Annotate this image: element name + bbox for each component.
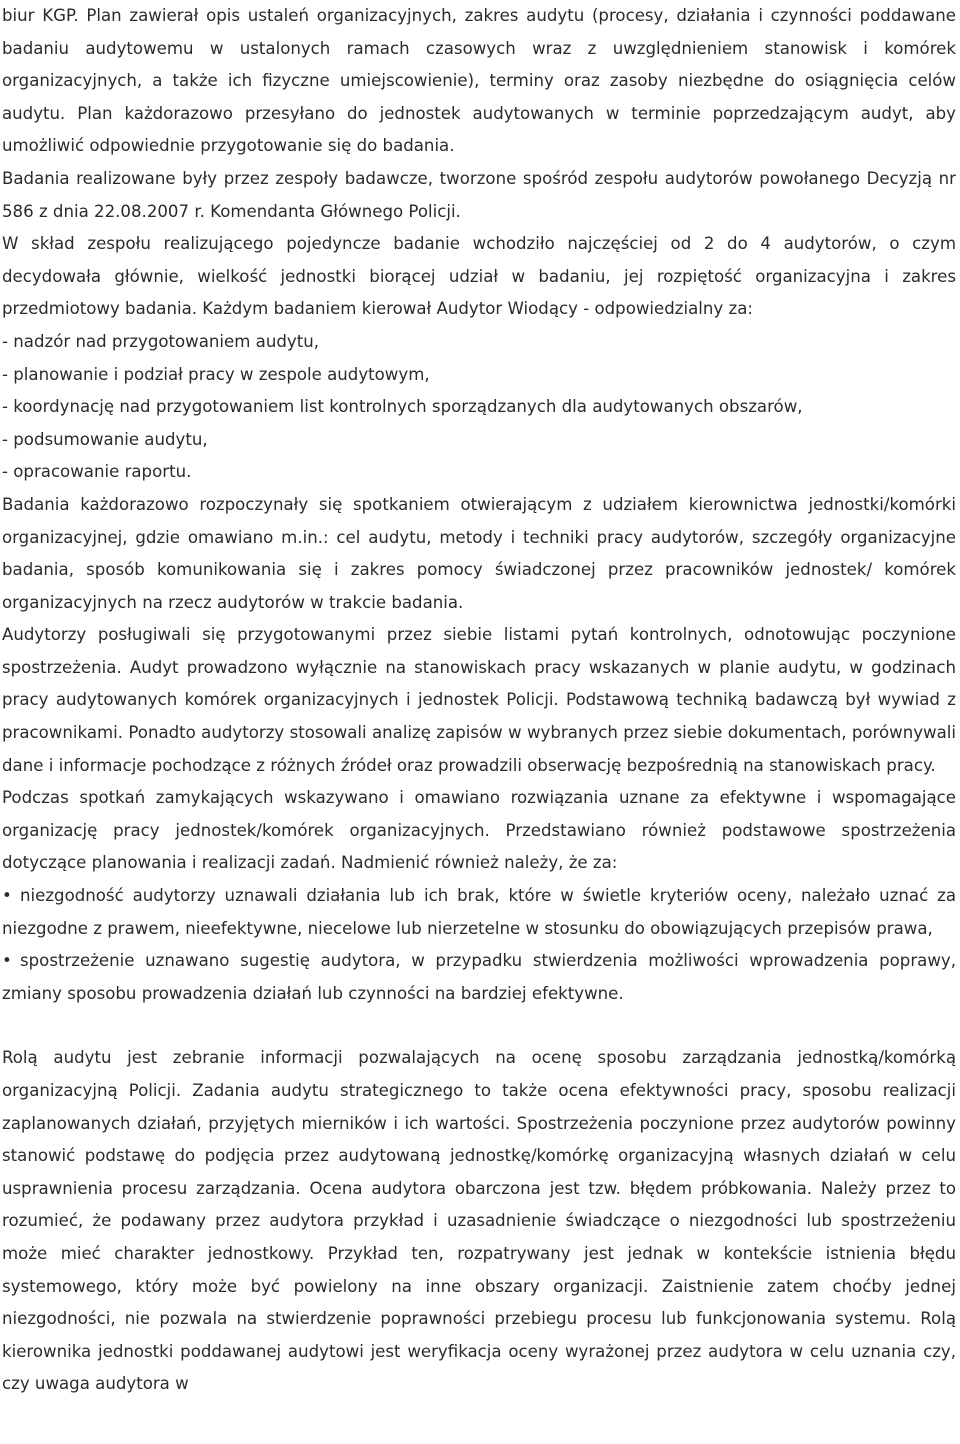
- bullet-icon: •: [2, 886, 12, 906]
- bullet-icon: •: [2, 951, 12, 971]
- paragraph-spacer: [2, 1010, 956, 1042]
- paragraph-opening-meetings: Badania każdorazowo rozpoczynały się spotkaniem otwierającym z udziałem kierownictwa jednostki/komórki organizacyjnej, gdzie omawiano m.in.: cel audytu, metody i techniki pracy audytorów, szczegóły organizacyjne badania, sposób komunikowania się i zakres pomocy świadczonej przez pracowników jednostek/ komórek organizacyjnych na rzecz audytorów w trakcie badania.: [2, 494, 956, 612]
- bullet-text: spostrzeżenie uznawano sugestię audytora, w przypadku stwierdzenia możliwości wprowadzenia poprawy, zmiany sposobu prowadzenia działań lub czynności na bardziej efektywne.: [2, 951, 956, 1003]
- paragraph-team-composition: W skład zespołu realizującego pojedyncze badanie wchodziło najczęściej od 2 do 4 audytorów, o czym decydowała głównie, wielkość jednostki biorącej udział w badaniu, jej rozpiętość organizacyjna i zakres przedmiotowy badania. Każdym badaniem kierował Audytor Wiodący - odpowiedzialny za:: [2, 234, 956, 319]
- list-item: - opracowanie raportu.: [2, 462, 192, 482]
- bullet-text: niezgodność audytorzy uznawali działania lub ich brak, które w świetle kryteriów oceny, należało uznać za niezgodne z prawem, nieefektywne, niecelowe lub nierzetelne w stosunku do obowiązujących przepisów prawa,: [2, 886, 956, 938]
- list-item: - koordynację nad przygotowaniem list kontrolnych sporządzanych dla audytowanych obszarów,: [2, 397, 803, 417]
- paragraph-teams: Badania realizowane były przez zespoły badawcze, tworzone spośród zespołu audytorów powołanego Decyzją nr 586 z dnia 22.08.2007 r. Komendanta Głównego Policji.: [2, 168, 956, 221]
- bullet-item-observation: [2, 945, 956, 1010]
- definitions-bullet-list: [2, 880, 956, 1010]
- list-item: - podsumowanie audytu,: [2, 429, 208, 449]
- paragraph-audit-role: Rolą audytu jest zebranie informacji pozwalających na ocenę sposobu zarządzania jednostką/komórką organizacyjną Policji. Zadania audytu strategicznego to także ocena efektywności pracy, sposobu realizacji zaplanowanych działań, przyjętych mierników i ich wartości. Spostrzeżenia poczynione przez audytorów powinny stanowić podstawę do podjęcia przez audytowaną jednostkę/komórkę organizacyjną własnych działań w celu usprawnienia procesu zarządzania. Ocena audytora obarczona jest tzw. błędem próbkowania. Należy przez to rozumieć, że podawany przez audytora przykład i uzasadnienie świadczące o niezgodności lub spostrzeżeniu może mieć charakter jednostkowy. Przykład ten, rozpatrywany jest jednak w kontekście istnienia błędu systemowego, który może być powielony na inne obszary organizacji. Zaistnienie zatem choćby jednej niezgodności, nie pozwala na stwierdzenie poprawności przebiegu procesu lub funkcjonowania systemu. Rolą kierownika jednostki poddawanej audytowi jest weryfikacja oceny wyrażonej przez audytora w celu uznania czy, czy uwaga audytora w: [2, 1048, 956, 1394]
- paragraph-plan: biur KGP. Plan zawierał opis ustaleń organizacyjnych, zakres audytu (procesy, działania i czynności poddawane badaniu audytowemu w ustalonych ramach czasowych wraz z uwzględnieniem stanowisk i komórek organizacyjnych, a także ich fizyczne umiejscowienie), terminy oraz zasoby niezbędne do osiągnięcia celów audytu. Plan każdorazowo przesyłano do jednostek audytowanych w terminie poprzedzającym audyt, aby umożliwić odpowiednie przygotowanie się do badania.: [2, 6, 956, 156]
- lead-auditor-duties-list: [2, 326, 956, 489]
- paragraph-audit-techniques: Audytorzy posługiwali się przygotowanymi przez siebie listami pytań kontrolnych, odnotowując poczynione spostrzeżenia. Audyt prowadzono wyłącznie na stanowiskach pracy wskazanych w planie audytu, w godzinach pracy audytowanych komórek organizacyjnych i jednostek Policji. Podstawową techniką badawczą był wywiad z pracownikami. Ponadto audytorzy stosowali analizę zapisów w wybranych przez siebie dokumentach, porównywali dane i informacje pochodzące z różnych źródeł oraz prowadzili obserwację bezpośrednią na stanowiskach pracy.: [2, 625, 956, 775]
- list-item: - nadzór nad przygotowaniem audytu,: [2, 331, 320, 351]
- list-item: - planowanie i podział pracy w zespole audytowym,: [2, 364, 430, 384]
- paragraph-closing-meetings: Podczas spotkań zamykających wskazywano i omawiano rozwiązania uznane za efektywne i wspomagające organizację pracy jednostek/komórek organizacyjnych. Przedstawiano również podstawowe spostrzeżenia dotyczące planowania i realizacji zadań. Nadmienić również należy, że za:: [2, 788, 956, 873]
- bullet-item-nonconformity: [2, 880, 956, 945]
